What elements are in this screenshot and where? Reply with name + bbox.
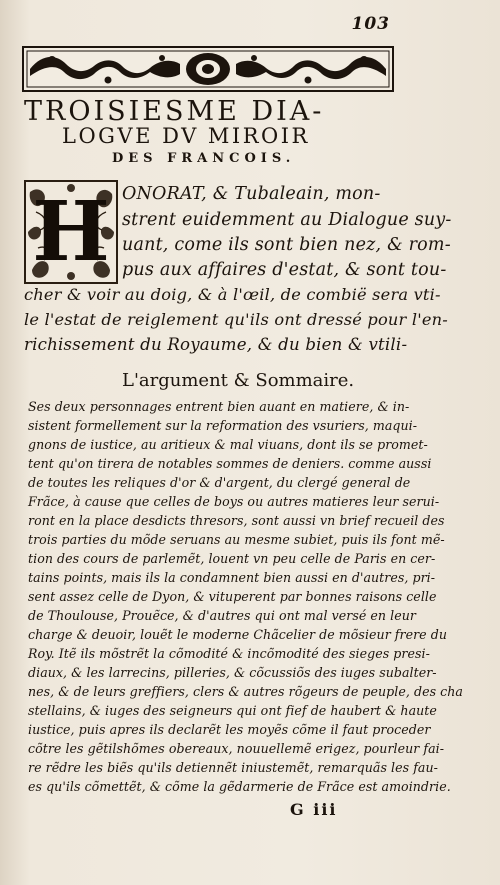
body-line: re rẽdre les biẽs qu'ils detiennẽt iniustemẽt, remarquãs les fau- <box>28 760 438 775</box>
intro-line: cher & voir au doig, & à l'œil, de combië sera vti- <box>24 285 441 304</box>
ornament-graphic <box>22 46 394 92</box>
body-line: es qu'ils cõmettẽt, & cõme la gẽdarmerie de Frãce est amoindrie. <box>28 779 451 794</box>
body-line: Ses deux personnages entrent bien auant en matiere, & in- <box>28 399 410 414</box>
body-line: gnons de iustice, au aritieux & mal viuans, dont ils se promet- <box>28 437 428 452</box>
intro-line: pus aux affaires d'estat, & sont tou- <box>122 260 447 280</box>
body-line: charge & deuoir, louẽt le moderne Chãcelier de mõsieur frere du <box>28 627 447 642</box>
body-line: tent qu'on tirera de notables sommes de deniers. comme aussi <box>28 456 432 471</box>
page-number: 103 <box>351 14 390 34</box>
intro-line: uant, come ils sont bien nez, & rom- <box>122 235 451 255</box>
body-line: de toutes les reliques d'or & d'argent, du clergé general de <box>28 475 411 490</box>
body-line: cõtre les gẽtilshõmes obereaux, nouuellemẽ erigez, pourleur fai- <box>28 741 445 756</box>
body-line: sent assez celle de Dyon, & vituperent par bonnes raisons celle <box>28 589 437 604</box>
body-line: tains points, mais ils la condamnent bien aussi en d'autres, pri- <box>28 570 436 585</box>
body-line: ront en la place desdicts thresors, sont aussi vn brief recueil des <box>28 513 445 528</box>
body-line: de Thoulouse, Prouẽce, & d'autres qui ont mal versé en leur <box>28 608 416 623</box>
initial-letter: H <box>32 184 110 280</box>
intro-line: richissement du Royaume, & du bien & vtili- <box>24 335 408 354</box>
argument-heading: L'argument & Sommaire. <box>122 370 355 391</box>
signature-mark: G iii <box>290 800 338 819</box>
body-line: stellains, & iuges des seigneurs qui ont fief de haubert & haute <box>28 703 437 718</box>
body-line: Roy. Itẽ ils mõstrẽt la cõmodité & incõmodité des sieges presi- <box>28 646 430 661</box>
decorated-initial <box>24 180 118 284</box>
body-line: tion des cours de parlemẽt, louent vn peu celle de Paris en cer- <box>28 551 436 566</box>
body-line: trois parties du mõde seruans au mesme subiet, puis ils font mẽ- <box>28 532 445 547</box>
body-line: nes, & de leurs greffiers, clers & autres rõgeurs de peuple, des cha <box>28 684 463 699</box>
chapter-title-line-3: DES FRANCOIS. <box>112 151 296 166</box>
intro-line: le l'estat de reiglement qu'ils ont dressé pour l'en- <box>24 310 448 329</box>
chapter-title-line-1: TROISIESME DIA- <box>24 96 325 127</box>
intro-line: strent euidemment au Dialogue suy- <box>122 210 452 230</box>
body-line: Frãce, à cause que celles de boys ou autres matieres leur serui- <box>28 494 440 509</box>
intro-line: ONORAT, & Tubaleain, mon- <box>122 184 381 204</box>
body-line: sistent formellement sur la reformation des vsuriers, maqui- <box>28 418 418 433</box>
body-line: diaux, & les larrecins, pilleries, & cõcussiõs des iuges subalter- <box>28 665 437 680</box>
headpiece-ornament <box>22 46 394 92</box>
body-line: iustice, puis apres ils declarẽt les moyẽs cõme il faut proceder <box>28 722 431 737</box>
chapter-title-line-2: LOGVE DV MIROIR <box>62 124 310 148</box>
